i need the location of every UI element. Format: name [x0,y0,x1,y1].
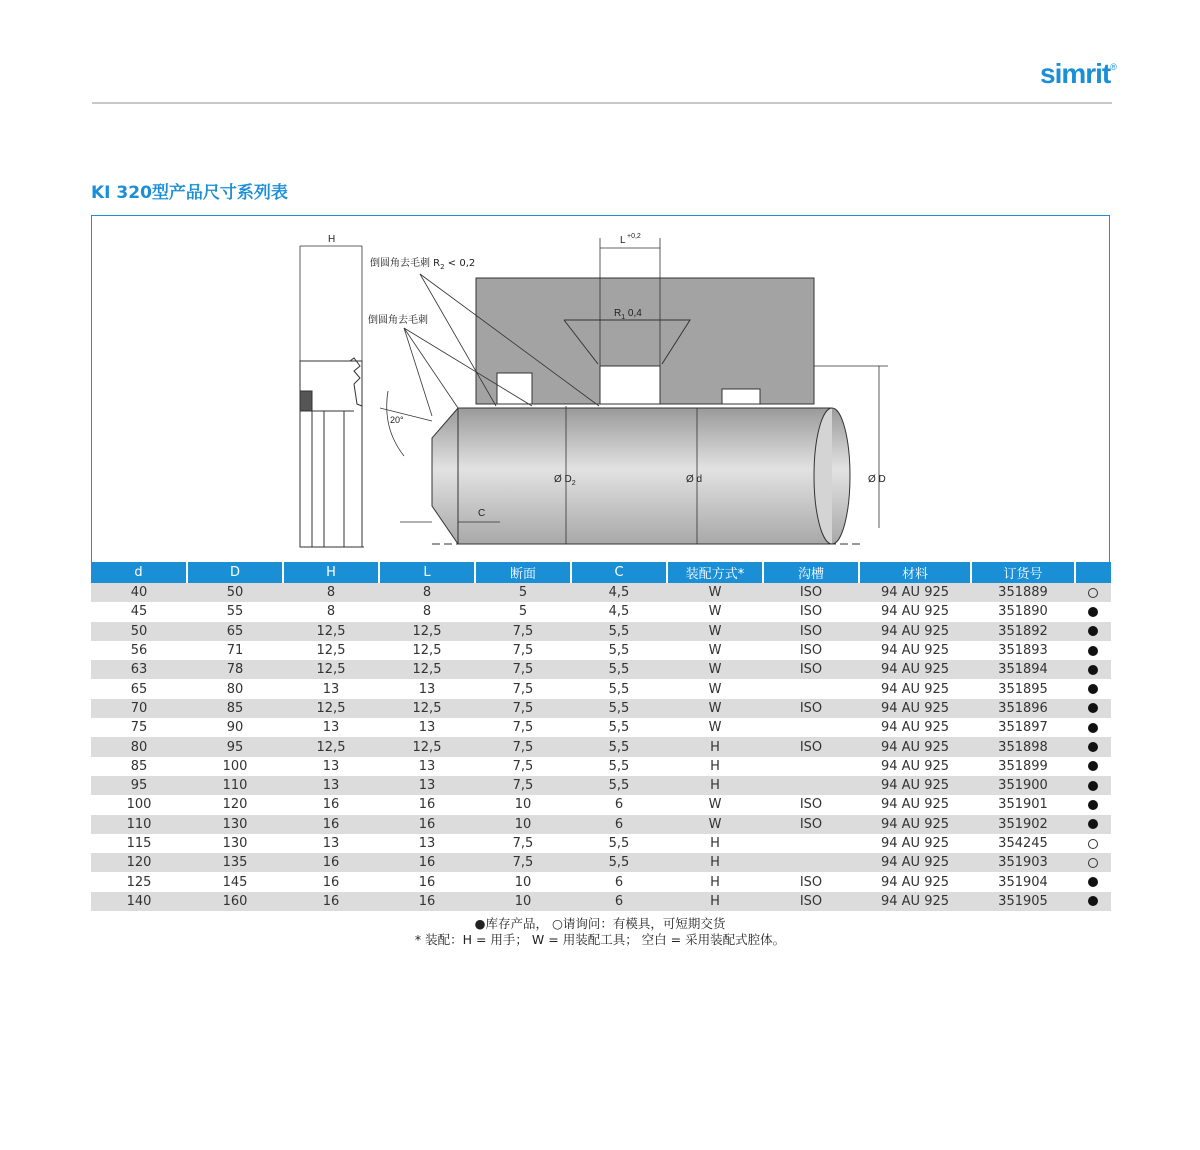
cell-d: 125 [91,872,187,891]
cell-section: 7,5 [475,660,571,679]
cell-L: 16 [379,853,475,872]
cell-order-number: 351898 [971,737,1075,756]
cell-L: 13 [379,718,475,737]
table-row [91,718,1111,737]
cell-availability [1075,795,1111,814]
header-divider [92,102,1112,104]
cell-material: 94 AU 925 [859,853,971,872]
dim-L-tolerance: +0,2 [627,233,641,240]
cell-order-number: 351889 [971,583,1075,602]
cell-order-number: 351893 [971,641,1075,660]
in-stock-dot-icon [1088,703,1098,713]
cell-mounting: H [667,737,763,756]
cell-section: 10 [475,795,571,814]
cell-groove: ISO [763,872,859,891]
cell-groove: ISO [763,660,859,679]
dim-d-label: Ø d [686,474,703,485]
cell-groove [763,834,859,853]
cell-availability [1075,757,1111,776]
table-row [91,757,1111,776]
cell-order-number: 351896 [971,699,1075,718]
table-row [91,853,1111,872]
cell-D: 50 [187,583,283,602]
cell-groove [763,718,859,737]
cell-C: 5,5 [571,737,667,756]
cell-L: 12,5 [379,660,475,679]
table-row [91,815,1111,834]
cell-d: 95 [91,776,187,795]
cell-groove: ISO [763,699,859,718]
cell-mounting: W [667,679,763,698]
col-section: 断面 [475,562,571,583]
cell-mounting: W [667,815,763,834]
cell-d: 110 [91,815,187,834]
simrit-logo [1040,58,1116,90]
cell-H: 13 [283,679,379,698]
col-d: d [91,562,187,583]
table-row [91,795,1111,814]
table-row [91,583,1111,602]
on-request-circle-icon [1088,839,1098,849]
cell-d: 120 [91,853,187,872]
cell-L: 12,5 [379,641,475,660]
cell-C: 4,5 [571,602,667,621]
cell-order-number: 351900 [971,776,1075,795]
table-row [91,776,1111,795]
seal-cross-section [300,361,362,547]
table-row [91,660,1111,679]
cell-L: 13 [379,776,475,795]
cell-d: 40 [91,583,187,602]
note-chamfer: 倒圆角去毛刺 [368,315,428,326]
cell-H: 13 [283,776,379,795]
in-stock-dot-icon [1088,819,1098,829]
cell-section: 7,5 [475,757,571,776]
note-r2: 倒圆角去毛刺 $R_2 < 0,2$ [370,258,476,271]
r1-label: $R_1$ 0,4 [614,308,642,321]
cell-material: 94 AU 925 [859,892,971,911]
cell-availability [1075,776,1111,795]
cell-C: 5,5 [571,660,667,679]
cell-section: 5 [475,602,571,621]
angle-label: 20° [390,415,404,425]
cell-material: 94 AU 925 [859,815,971,834]
cell-groove: ISO [763,602,859,621]
table-row [91,892,1111,911]
cell-D: 80 [187,679,283,698]
cell-availability [1075,583,1111,602]
cell-groove [763,776,859,795]
cell-d: 50 [91,622,187,641]
cell-L: 16 [379,892,475,911]
cell-section: 10 [475,872,571,891]
cell-C: 6 [571,872,667,891]
cell-groove [763,679,859,698]
seal-ring-left [497,373,532,404]
table-row [91,622,1111,641]
dim-H-label: H [328,234,336,245]
cell-material: 94 AU 925 [859,583,971,602]
cell-d: 100 [91,795,187,814]
col-availability [1075,562,1111,583]
cell-order-number: 354245 [971,834,1075,853]
cell-d: 45 [91,602,187,621]
cell-material: 94 AU 925 [859,718,971,737]
cell-D: 135 [187,853,283,872]
cell-H: 12,5 [283,660,379,679]
cell-section: 7,5 [475,737,571,756]
cell-availability [1075,718,1111,737]
cell-groove: ISO [763,583,859,602]
cell-d: 65 [91,679,187,698]
on-request-circle-icon [1088,858,1098,868]
cell-mounting: H [667,853,763,872]
cell-H: 16 [283,795,379,814]
cell-C: 6 [571,815,667,834]
cell-C: 5,5 [571,641,667,660]
cell-order-number: 351895 [971,679,1075,698]
cell-D: 55 [187,602,283,621]
cell-D: 130 [187,834,283,853]
cell-D: 110 [187,776,283,795]
cell-section: 7,5 [475,776,571,795]
cell-order-number: 351897 [971,718,1075,737]
cell-C: 5,5 [571,699,667,718]
table-row [91,602,1111,621]
cell-L: 16 [379,872,475,891]
in-stock-dot-icon [1088,646,1098,656]
cell-L: 8 [379,583,475,602]
cell-material: 94 AU 925 [859,679,971,698]
table-row [91,699,1111,718]
cell-availability [1075,660,1111,679]
cell-L: 16 [379,795,475,814]
cell-mounting: H [667,892,763,911]
cell-d: 80 [91,737,187,756]
cell-D: 145 [187,872,283,891]
cell-C: 6 [571,892,667,911]
cell-order-number: 351903 [971,853,1075,872]
cell-L: 13 [379,757,475,776]
cell-section: 7,5 [475,853,571,872]
cell-mounting: H [667,834,763,853]
cell-d: 85 [91,757,187,776]
cell-H: 16 [283,892,379,911]
cell-material: 94 AU 925 [859,776,971,795]
cell-mounting: W [667,718,763,737]
cell-H: 12,5 [283,622,379,641]
cell-C: 5,5 [571,834,667,853]
cell-section: 7,5 [475,679,571,698]
cell-availability [1075,737,1111,756]
in-stock-dot-icon [1088,607,1098,617]
cell-mounting: H [667,872,763,891]
col-mounting: 装配方式* [667,562,763,583]
cell-section: 7,5 [475,699,571,718]
cell-groove [763,757,859,776]
cell-H: 16 [283,815,379,834]
cell-material: 94 AU 925 [859,757,971,776]
cell-section: 10 [475,892,571,911]
dim-C-label: C [478,508,486,519]
cell-order-number: 351894 [971,660,1075,679]
cell-groove: ISO [763,622,859,641]
cell-C: 5,5 [571,853,667,872]
cell-order-number: 351901 [971,795,1075,814]
cell-order-number: 351905 [971,892,1075,911]
cell-L: 8 [379,602,475,621]
in-stock-dot-icon [1088,800,1098,810]
cell-section: 7,5 [475,622,571,641]
cell-H: 13 [283,718,379,737]
table-row [91,872,1111,891]
cell-mounting: W [667,699,763,718]
page-title: KI 320型产品尺寸系列表 [91,183,288,203]
cell-H: 13 [283,757,379,776]
mounting-footnote: * 装配：H = 用手； W = 用装配工具； 空白 = 采用装配式腔体。 [414,932,786,947]
cell-C: 6 [571,795,667,814]
col-L: L [379,562,475,583]
cell-H: 8 [283,602,379,621]
dim-L-label: L [620,235,626,246]
in-stock-dot-icon [1088,665,1098,675]
cell-material: 94 AU 925 [859,737,971,756]
cell-d: 140 [91,892,187,911]
cell-section: 10 [475,815,571,834]
cell-D: 130 [187,815,283,834]
dim-D2-label: Ø $D_2$ [554,474,576,487]
brand-name: simrit [1040,58,1111,89]
rod [432,408,850,544]
cell-section: 7,5 [475,641,571,660]
cell-mounting: W [667,660,763,679]
in-stock-dot-icon [1088,742,1098,752]
in-stock-dot-icon [1088,781,1098,791]
seal-diagram [91,215,1110,562]
in-stock-dot-icon [1088,626,1098,636]
cell-availability [1075,602,1111,621]
cell-d: 75 [91,718,187,737]
cell-mounting: W [667,622,763,641]
table-header-row [91,562,1111,583]
seal-ring-right [722,389,760,404]
cell-material: 94 AU 925 [859,699,971,718]
cell-order-number: 351904 [971,872,1075,891]
cell-L: 13 [379,679,475,698]
col-groove: 沟槽 [763,562,859,583]
cell-availability [1075,872,1111,891]
cell-groove: ISO [763,737,859,756]
cell-material: 94 AU 925 [859,622,971,641]
table-row [91,679,1111,698]
cell-material: 94 AU 925 [859,834,971,853]
cell-D: 71 [187,641,283,660]
cell-section: 7,5 [475,718,571,737]
cell-H: 12,5 [283,737,379,756]
cell-material: 94 AU 925 [859,795,971,814]
col-H: H [283,562,379,583]
cell-availability [1075,622,1111,641]
cell-groove: ISO [763,815,859,834]
cell-mounting: W [667,602,763,621]
cell-order-number: 351890 [971,602,1075,621]
cell-D: 78 [187,660,283,679]
cell-order-number: 351902 [971,815,1075,834]
cell-mounting: W [667,795,763,814]
cell-groove: ISO [763,641,859,660]
cell-L: 12,5 [379,622,475,641]
cell-C: 5,5 [571,679,667,698]
cell-C: 5,5 [571,757,667,776]
cell-mounting: W [667,641,763,660]
cell-availability [1075,834,1111,853]
cell-availability [1075,679,1111,698]
seal-diagram-drawing [92,216,1111,563]
cell-D: 85 [187,699,283,718]
cell-D: 120 [187,795,283,814]
cell-availability [1075,641,1111,660]
cell-availability [1075,699,1111,718]
cell-mounting: W [667,583,763,602]
cell-H: 16 [283,872,379,891]
table-body [91,583,1111,911]
cell-d: 70 [91,699,187,718]
cell-d: 56 [91,641,187,660]
cell-H: 12,5 [283,699,379,718]
cell-groove [763,853,859,872]
cell-groove: ISO [763,795,859,814]
cell-D: 65 [187,622,283,641]
in-stock-dot-icon [1088,896,1098,906]
cell-section: 7,5 [475,834,571,853]
cell-availability [1075,815,1111,834]
seal-in-groove [600,366,660,404]
col-C: C [571,562,667,583]
cell-d: 63 [91,660,187,679]
cell-order-number: 351899 [971,757,1075,776]
cell-D: 160 [187,892,283,911]
cell-material: 94 AU 925 [859,641,971,660]
cell-material: 94 AU 925 [859,660,971,679]
cell-groove: ISO [763,892,859,911]
registered-mark: ® [1110,62,1116,72]
in-stock-dot-icon [1088,723,1098,733]
cell-material: 94 AU 925 [859,602,971,621]
table-row [91,834,1111,853]
cell-C: 5,5 [571,718,667,737]
in-stock-dot-icon [1088,684,1098,694]
cell-material: 94 AU 925 [859,872,971,891]
cell-D: 90 [187,718,283,737]
cell-C: 4,5 [571,583,667,602]
table-row [91,641,1111,660]
in-stock-dot-icon [1088,761,1098,771]
cell-D: 95 [187,737,283,756]
cell-D: 100 [187,757,283,776]
cell-H: 8 [283,583,379,602]
table-row [91,737,1111,756]
cell-section: 5 [475,583,571,602]
col-material: 材料 [859,562,971,583]
cell-C: 5,5 [571,776,667,795]
dim-D-label: Ø D [868,474,886,485]
cell-d: 115 [91,834,187,853]
cell-order-number: 351892 [971,622,1075,641]
cell-H: 16 [283,853,379,872]
cell-H: 12,5 [283,641,379,660]
dimension-table [91,562,1111,911]
col-D: D [187,562,283,583]
cell-availability [1075,892,1111,911]
availability-legend: ●库存产品， ○请询问：有模具，可短期交货 [474,916,726,931]
cell-mounting: H [667,757,763,776]
cell-mounting: H [667,776,763,795]
cell-H: 13 [283,834,379,853]
col-order-number: 订货号 [971,562,1075,583]
on-request-circle-icon [1088,588,1098,598]
cell-availability [1075,853,1111,872]
cell-C: 5,5 [571,622,667,641]
cell-L: 12,5 [379,699,475,718]
cell-L: 12,5 [379,737,475,756]
cell-L: 13 [379,834,475,853]
cell-L: 16 [379,815,475,834]
in-stock-dot-icon [1088,877,1098,887]
